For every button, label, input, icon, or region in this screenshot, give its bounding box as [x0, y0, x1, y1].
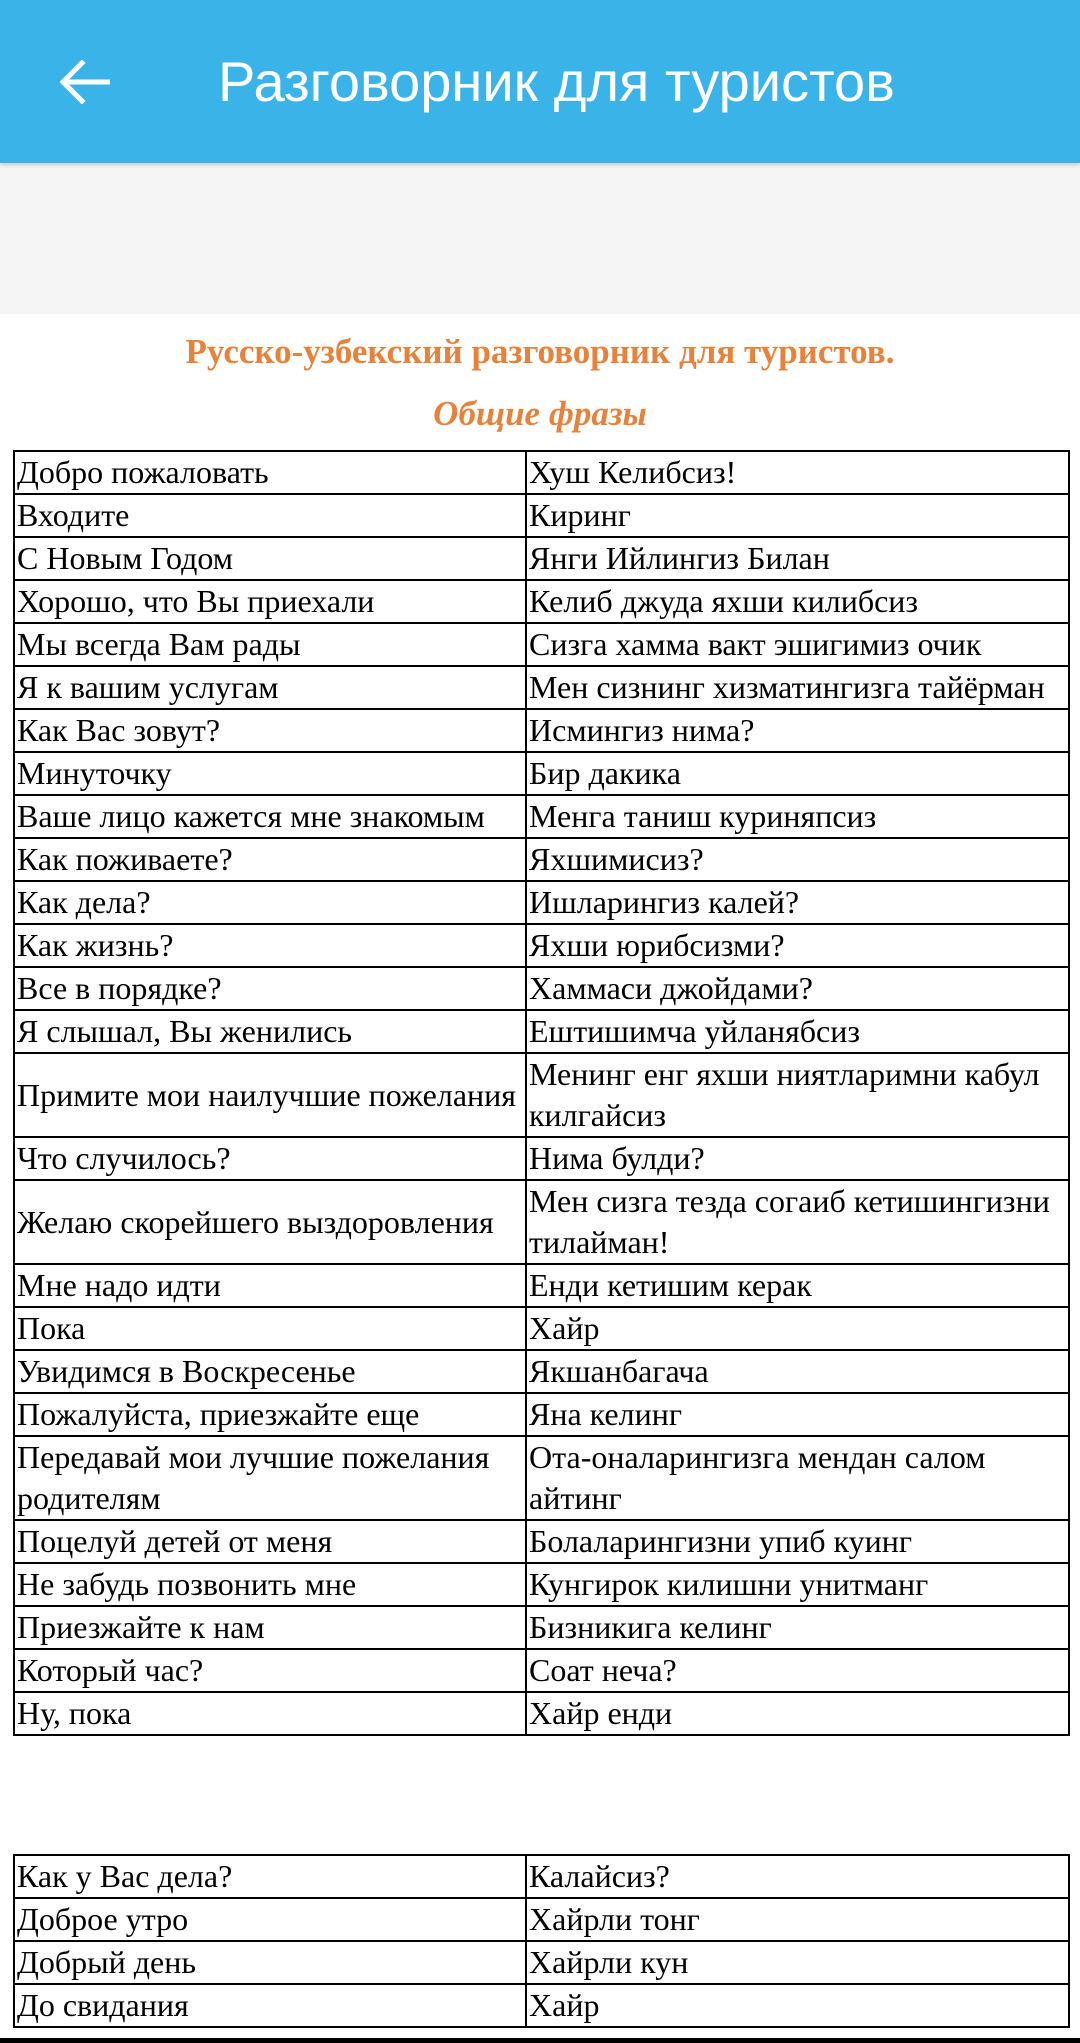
russian-phrase: Я слышал, Вы женились	[14, 1010, 526, 1053]
russian-phrase: Желаю скорейшего выздоровления	[14, 1180, 526, 1264]
russian-phrase: Доброе утро	[14, 1898, 526, 1941]
russian-phrase: Хорошо, что Вы приехали	[14, 580, 526, 623]
table-row	[14, 1984, 1069, 2027]
uzbek-phrase: Хайр	[526, 1307, 1069, 1350]
uzbek-phrase: Якшанбагача	[526, 1350, 1069, 1393]
uzbek-phrase: Нима булди?	[526, 1137, 1069, 1180]
uzbek-phrase: Менинг енг яхши ниятларимни кабул килгайсиз	[526, 1053, 1069, 1137]
russian-phrase: Увидимся в Воскресенье	[14, 1350, 526, 1393]
uzbek-phrase: Яхши юрибсизми?	[526, 924, 1069, 967]
table-row	[14, 451, 1069, 494]
russian-phrase: Ну, пока	[14, 1692, 526, 1735]
uzbek-phrase: Сизга хамма вакт эшигимиз очик	[526, 623, 1069, 666]
table-row	[14, 1264, 1069, 1307]
table-row	[14, 1941, 1069, 1984]
uzbek-phrase: Ештишимча уйланябсиз	[526, 1010, 1069, 1053]
banner-placeholder	[0, 163, 1080, 314]
uzbek-phrase: Киринг	[526, 494, 1069, 537]
table-row	[14, 1307, 1069, 1350]
russian-phrase: Пожалуйста, приезжайте еще	[14, 1393, 526, 1436]
russian-phrase: Передавай мои лучшие пожелания родителям	[14, 1436, 526, 1520]
uzbek-phrase: Янги Ийлингиз Билан	[526, 537, 1069, 580]
uzbek-phrase: Менга таниш куриняпсиз	[526, 795, 1069, 838]
table-row	[14, 623, 1069, 666]
uzbek-phrase: Калайсиз?	[526, 1855, 1069, 1898]
russian-phrase: Мне надо идти	[14, 1264, 526, 1307]
phrase-table-2	[13, 1854, 1070, 2028]
uzbek-phrase: Яна келинг	[526, 1393, 1069, 1436]
page-title: Разговорник для туристов	[218, 50, 895, 113]
uzbek-phrase: Ишларингиз калей?	[526, 881, 1069, 924]
table-row	[14, 580, 1069, 623]
russian-phrase: Минуточку	[14, 752, 526, 795]
russian-phrase: Все в порядке?	[14, 967, 526, 1010]
document-view[interactable]	[0, 314, 1080, 2043]
table-row	[14, 924, 1069, 967]
table-row	[14, 537, 1069, 580]
uzbek-phrase: Ота-оналарингизга мендан салом айтинг	[526, 1436, 1069, 1520]
russian-phrase: Ваше лицо кажется мне знакомым	[14, 795, 526, 838]
table-row	[14, 838, 1069, 881]
russian-phrase: Добрый день	[14, 1941, 526, 1984]
russian-phrase: Как поживаете?	[14, 838, 526, 881]
table-row	[14, 666, 1069, 709]
uzbek-phrase: Хуш Келибсиз!	[526, 451, 1069, 494]
russian-phrase: Не забудь позвонить мне	[14, 1563, 526, 1606]
table-row	[14, 1137, 1069, 1180]
table-row	[14, 1520, 1069, 1563]
back-button[interactable]	[46, 44, 122, 120]
table-row	[14, 1898, 1069, 1941]
table-row	[14, 1692, 1069, 1735]
uzbek-phrase: Келиб джуда яхши килибсиз	[526, 580, 1069, 623]
russian-phrase: Что случилось?	[14, 1137, 526, 1180]
table-row	[14, 1350, 1069, 1393]
table-row	[14, 752, 1069, 795]
uzbek-phrase: Енди кетишим керак	[526, 1264, 1069, 1307]
russian-phrase: Входите	[14, 494, 526, 537]
uzbek-phrase: Бизникига келинг	[526, 1606, 1069, 1649]
uzbek-phrase: Яхшимисиз?	[526, 838, 1069, 881]
russian-phrase: Поцелуй детей от меня	[14, 1520, 526, 1563]
russian-phrase: Пока	[14, 1307, 526, 1350]
table-row	[14, 494, 1069, 537]
table-row	[14, 709, 1069, 752]
table-row	[14, 967, 1069, 1010]
phrase-table	[13, 450, 1070, 1736]
russian-phrase: Как у Вас дела?	[14, 1855, 526, 1898]
uzbek-phrase: Соат неча?	[526, 1649, 1069, 1692]
uzbek-phrase: Хайр	[526, 1984, 1069, 2027]
document-title: Русско-узбекский разговорник для туристов.	[185, 332, 895, 371]
table-row	[14, 1563, 1069, 1606]
table-row	[14, 1053, 1069, 1137]
russian-phrase: Приезжайте к нам	[14, 1606, 526, 1649]
russian-phrase: Как дела?	[14, 881, 526, 924]
uzbek-phrase: Болаларингизни упиб куинг	[526, 1520, 1069, 1563]
russian-phrase: До свидания	[14, 1984, 526, 2027]
russian-phrase: Как жизнь?	[14, 924, 526, 967]
uzbek-phrase: Мен сизга тезда согаиб кетишингизни тилайман!	[526, 1180, 1069, 1264]
russian-phrase: Примите мои наилучшие пожелания	[14, 1053, 526, 1137]
russian-phrase: Как Вас зовут?	[14, 709, 526, 752]
table-row	[14, 1855, 1069, 1898]
uzbek-phrase: Мен сизнинг хизматингизга тайёрман	[526, 666, 1069, 709]
table-row	[14, 1010, 1069, 1053]
uzbek-phrase: Хайрли кун	[526, 1941, 1069, 1984]
russian-phrase: Добро пожаловать	[14, 451, 526, 494]
section-title: Общие фразы	[433, 394, 647, 433]
bottom-edge	[0, 2038, 1080, 2043]
uzbek-phrase: Хаммаси джойдами?	[526, 967, 1069, 1010]
russian-phrase: Мы всегда Вам рады	[14, 623, 526, 666]
table-row	[14, 1180, 1069, 1264]
table-row	[14, 1436, 1069, 1520]
arrow-left-icon	[58, 60, 110, 104]
table-row	[14, 795, 1069, 838]
russian-phrase: Который час?	[14, 1649, 526, 1692]
uzbek-phrase: Исмингиз нима?	[526, 709, 1069, 752]
uzbek-phrase: Хайрли тонг	[526, 1898, 1069, 1941]
app-bar	[0, 0, 1080, 163]
table-row	[14, 1649, 1069, 1692]
russian-phrase: С Новым Годом	[14, 537, 526, 580]
russian-phrase: Я к вашим услугам	[14, 666, 526, 709]
uzbek-phrase: Бир дакика	[526, 752, 1069, 795]
table-row	[14, 881, 1069, 924]
table-row	[14, 1606, 1069, 1649]
uzbek-phrase: Кунгирок килишни унитманг	[526, 1563, 1069, 1606]
uzbek-phrase: Хайр енди	[526, 1692, 1069, 1735]
table-row	[14, 1393, 1069, 1436]
